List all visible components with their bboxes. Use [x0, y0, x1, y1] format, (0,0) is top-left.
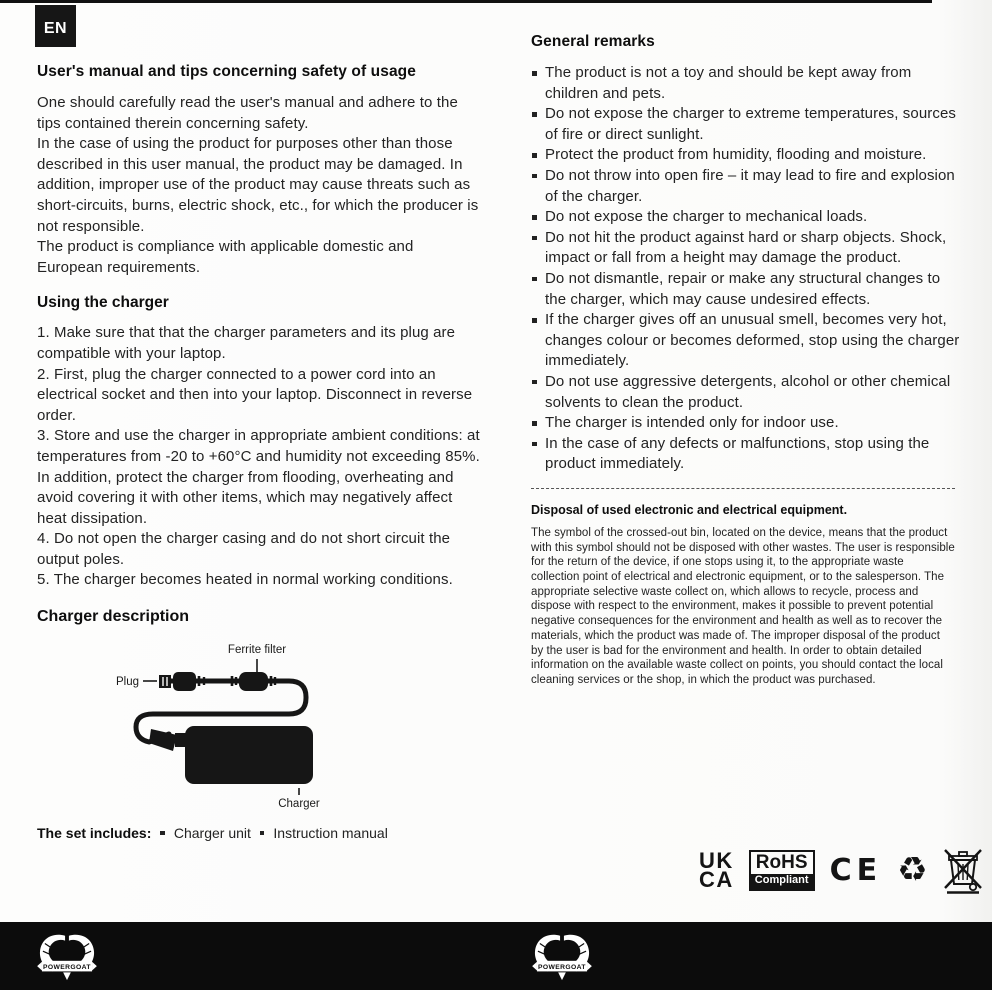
charger-diagram	[99, 631, 379, 811]
using-step: 4. Do not open the charger casing and do not short circuit the output poles.	[37, 530, 451, 568]
plug-prong	[159, 675, 171, 688]
charger-brick	[185, 726, 313, 784]
language-badge: EN	[35, 5, 76, 47]
disposal-title: Disposal of used electronic and electrical equipment.	[531, 502, 848, 517]
remark-item: In the case of any defects or malfunctions, stop using the product immediately.	[531, 434, 963, 475]
plug-body	[173, 672, 196, 691]
ukca-line: CA	[699, 867, 734, 892]
remark-item: Do not hit the product against hard or sharp objects. Shock, impact or fall from a height may damage the product.	[531, 228, 963, 269]
left-column	[37, 62, 481, 841]
using-step: 3. Store and use the charger in appropriate ambient conditions: at temperatures from -20 to +60°C and humidity not exceeding 85%. In addition, protect the charger from flooding, overheating and avoid covering it with other items, which may negatively affect heat dissipation.	[37, 427, 480, 527]
footer-brand-bar	[0, 922, 992, 990]
left-title: User's manual and tips concerning safety of usage	[37, 63, 416, 80]
ce-mark: CE	[829, 852, 883, 888]
remark-item: The charger is intended only for indoor use.	[531, 413, 963, 434]
intro-paragraph: In the case of using the product for purposes other than those described in this user manual, the product may be damaged. In addition, improper use of the product may cause threats such as short-circuits, burns, electric shock, etc., for which the producer is not responsible.	[37, 135, 479, 235]
general-remarks-title: General remarks	[531, 33, 655, 50]
using-step: 1. Make sure that that the charger parameters and its plug are compatible with your laptop.	[37, 324, 456, 362]
remark-item: Protect the product from humidity, flooding and moisture.	[531, 145, 963, 166]
ukca-line: UK	[699, 848, 734, 873]
remark-item: Do not expose the charger to extreme temperatures, sources of fire or direct sunlight.	[531, 104, 963, 145]
charger-description-title: Charger description	[37, 608, 190, 626]
intro-paragraph: The product is compliance with applicable domestic and European requirements.	[37, 238, 414, 276]
dashed-divider	[531, 488, 955, 489]
ferrite-filter-label: Ferrite filter	[227, 644, 287, 657]
brand-name: POWERGOAT	[538, 964, 586, 971]
charger-label: Charger	[278, 798, 320, 811]
general-remarks-list	[531, 63, 963, 475]
brand-name: POWERGOAT	[43, 964, 91, 971]
certification-badges	[699, 846, 983, 894]
dc-connector	[149, 729, 177, 751]
remark-item: The product is not a toy and should be kept away from children and pets.	[531, 63, 963, 104]
rohs-mark	[749, 850, 815, 891]
weee-crossed-bin-icon	[943, 846, 983, 894]
using-charger-title: Using the charger	[37, 294, 169, 312]
recycle-icon: ♻	[897, 850, 928, 890]
remark-item: Do not dismantle, repair or make any structural changes to the charger, which may cause undesired effects.	[531, 269, 963, 310]
square-bullet-icon	[260, 831, 265, 836]
using-step: 2. First, plug the charger connected to a power cord into an electrical socket and then into your laptop. Disconnect in reverse order.	[37, 365, 473, 424]
disposal-text: The symbol of the crossed-out bin, located on the device, means that the product with this symbol should not be disposed with other wastes. The user is responsible for the return of the device, if one stops using it, to the appropriate waste collection point of electrical and electronic equipment, or to the salesperson. The appropriate selective waste collect on, which allows to recycle, process and dispose with respect to the environment, makes it possible to prevent potential negative consequences for the environment and health as well as to recover the materials, which the product was made of. The improper disposal of the product by the user is bad for the environment and health. In order to obtain detailed information on the available waste collect on points, you should contact the local cleaning services or the shop, in which the product was purchased.	[531, 526, 955, 686]
set-includes-label: The set includes:	[37, 825, 152, 842]
using-step: 5. The charger becomes heated in normal working conditions.	[37, 571, 453, 589]
remark-item: Do not expose the charger to mechanical loads.	[531, 207, 963, 228]
intro-paragraph: One should carefully read the user's manual and adhere to the tips contained therein concerning safety.	[37, 94, 458, 132]
square-bullet-icon	[160, 831, 165, 836]
remark-item: Do not use aggressive detergents, alcohol or other chemical solvents to clean the product.	[531, 372, 963, 413]
ferrite-filter	[239, 672, 268, 691]
remark-item: If the charger gives off an unusual smell, becomes very hot, changes colour or becomes deformed, stop using the charger immediately.	[531, 310, 963, 372]
ukca-mark	[699, 848, 734, 892]
powergoat-logo	[36, 930, 98, 982]
powergoat-logo	[531, 930, 593, 982]
rohs-label: RoHS	[755, 851, 808, 873]
plug-label: Plug	[115, 676, 139, 689]
set-includes-line	[37, 825, 481, 841]
set-includes-item: Charger unit	[173, 825, 251, 842]
right-column	[531, 32, 963, 688]
set-includes-item: Instruction manual	[273, 825, 388, 842]
rohs-compliant-label: Compliant	[751, 874, 813, 889]
remark-item: Do not throw into open fire – it may lead to fire and explosion of the charger.	[531, 166, 963, 207]
top-border-line	[0, 0, 932, 3]
